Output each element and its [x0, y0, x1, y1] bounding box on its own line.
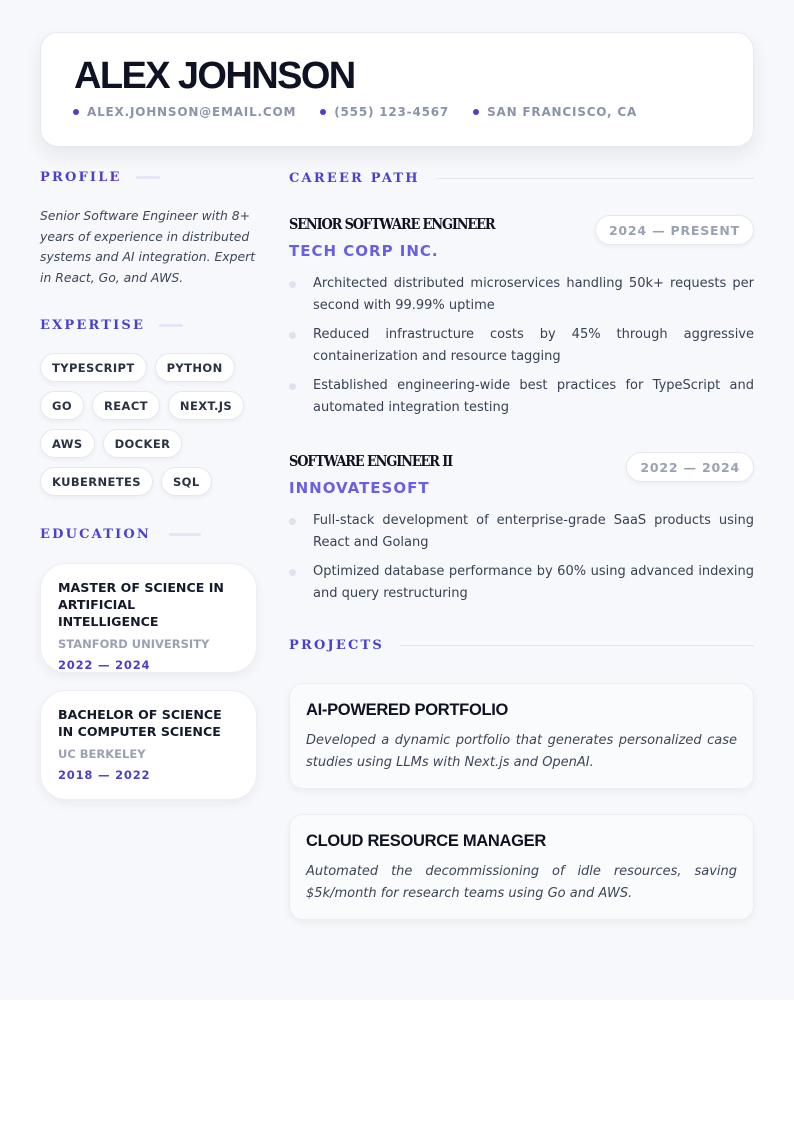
- expertise-heading: [40, 318, 183, 333]
- project-card: [289, 814, 754, 920]
- bullet-dot-icon: [289, 332, 296, 339]
- list-item: [289, 324, 754, 367]
- skill-tag: TYPESCRIPT: [40, 353, 147, 382]
- skill-tag: NEXT.JS: [168, 391, 244, 420]
- education-years: 2018 — 2022: [58, 768, 151, 782]
- bullet-dot-icon: [73, 109, 79, 115]
- skill-tag: DOCKER: [103, 429, 183, 458]
- project-card: [289, 683, 754, 789]
- project-description: Automated the decommissioning of idle resources, saving $5k/month for research teams using Go and AWS.: [306, 864, 737, 901]
- header-card: [40, 32, 754, 147]
- job-bullets: [289, 510, 754, 612]
- list-item: [289, 561, 754, 604]
- heading-divider: [169, 533, 201, 536]
- skill-tag: GO: [40, 391, 84, 420]
- education-card: [40, 563, 257, 673]
- bullet-dot-icon: [320, 109, 326, 115]
- education-degree: BACHELOR OF SCIENCE IN COMPUTER SCIENCE: [58, 707, 222, 739]
- job-company: INNOVATESOFT: [289, 479, 430, 497]
- contact-location: [473, 105, 637, 119]
- heading-divider: [400, 645, 754, 646]
- contact-phone: [320, 105, 449, 119]
- candidate-name: ALEX JOHNSON: [74, 55, 355, 97]
- bullet-dot-icon: [289, 518, 296, 525]
- bullet-dot-icon: [289, 383, 296, 390]
- project-name: AI-POWERED PORTFOLIO: [306, 701, 509, 719]
- contact-row: [73, 105, 661, 119]
- career-heading: [289, 171, 754, 186]
- skills-list: [40, 353, 260, 505]
- contact-email: [73, 105, 296, 119]
- education-heading: [40, 527, 201, 542]
- education-card: [40, 690, 257, 800]
- profile-heading-text: PROFILE: [40, 170, 122, 185]
- job-title: SOFTWARE ENGINEER II: [289, 452, 453, 470]
- job-company: TECH CORP INC.: [289, 242, 439, 260]
- job-dates-badge: 2022 — 2024: [626, 452, 754, 482]
- heading-divider: [136, 176, 160, 179]
- heading-divider: [436, 178, 754, 179]
- skill-tag: SQL: [161, 467, 212, 496]
- education-school: STANFORD UNIVERSITY: [58, 637, 210, 651]
- education-heading-text: EDUCATION: [40, 527, 152, 542]
- career-heading-text: CAREER PATH: [289, 171, 420, 186]
- list-item: [289, 375, 754, 418]
- education-degree: MASTER OF SCIENCE IN ARTIFICIAL INTELLIGENCE: [58, 580, 224, 629]
- bullet-dot-icon: [473, 109, 479, 115]
- contact-email-text: ALEX.JOHNSON@EMAIL.COM: [87, 105, 297, 119]
- bullet-dot-icon: [289, 569, 296, 576]
- bullet-text: Full-stack development of enterprise-grade SaaS products using React and Golang: [313, 513, 754, 550]
- projects-heading: [289, 638, 754, 653]
- job-bullets: [289, 273, 754, 427]
- expertise-heading-text: EXPERTISE: [40, 318, 146, 333]
- contact-location-text: SAN FRANCISCO, CA: [487, 105, 638, 119]
- skill-tag: AWS: [40, 429, 95, 458]
- profile-heading: [40, 170, 160, 185]
- job-title: SENIOR SOFTWARE ENGINEER: [289, 215, 495, 233]
- bullet-dot-icon: [289, 281, 296, 288]
- heading-divider: [159, 324, 183, 327]
- bullet-text: Optimized database performance by 60% using advanced indexing and query restructuring: [313, 564, 754, 601]
- profile-summary: Senior Software Engineer with 8+ years of experience in distributed systems and AI integration. Expert in React, Go, and AWS.: [40, 208, 256, 286]
- list-item: [289, 510, 754, 553]
- skill-tag: PYTHON: [155, 353, 235, 382]
- contact-phone-text: (555) 123-4567: [334, 105, 450, 119]
- job-dates-badge: 2024 — PRESENT: [595, 215, 754, 245]
- projects-heading-text: PROJECTS: [289, 638, 384, 653]
- project-description: Developed a dynamic portfolio that generates personalized case studies using LLMs with Next.js and OpenAI.: [306, 733, 737, 770]
- education-school: UC BERKELEY: [58, 747, 146, 761]
- bullet-text: Reduced infrastructure costs by 45% through aggressive containerization and resource tagging: [313, 327, 754, 364]
- list-item: [289, 273, 754, 316]
- bullet-text: Established engineering-wide best practices for TypeScript and automated integration testing: [313, 378, 754, 415]
- project-name: CLOUD RESOURCE MANAGER: [306, 832, 546, 850]
- skill-tag: KUBERNETES: [40, 467, 153, 496]
- education-years: 2022 — 2024: [58, 658, 151, 672]
- skill-tag: REACT: [92, 391, 160, 420]
- bullet-text: Architected distributed microservices handling 50k+ requests per second with 99.99% uptime: [313, 276, 754, 313]
